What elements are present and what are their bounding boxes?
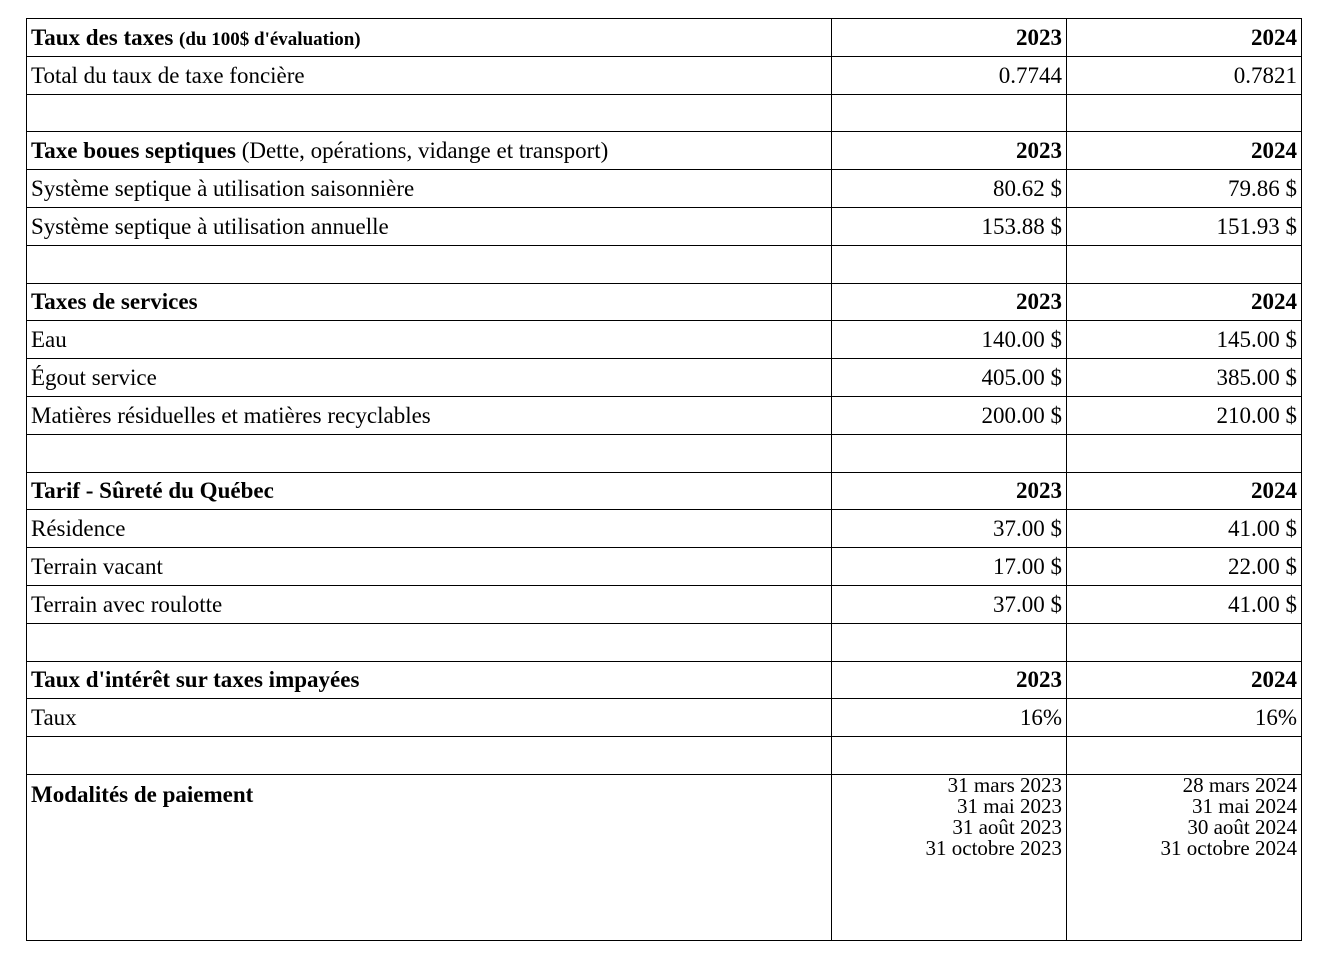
- empty-cell: [1067, 434, 1302, 472]
- value-2023: 16%: [832, 699, 1067, 737]
- empty-cell: [27, 245, 832, 283]
- empty-cell: [1067, 94, 1302, 132]
- value-2023: 0.7744: [832, 56, 1067, 94]
- value-2024: 385.00 $: [1067, 359, 1302, 397]
- empty-cell: [27, 94, 832, 132]
- table-row: [27, 585, 1302, 623]
- value-2023: 153.88 $: [832, 207, 1067, 245]
- empty-cell: [1067, 245, 1302, 283]
- row-label: Terrain vacant: [27, 548, 832, 586]
- section-header-interet: [27, 661, 1302, 699]
- section-title-cell: [27, 132, 832, 170]
- value-2024: 79.86 $: [1067, 170, 1302, 208]
- payment-date: 31 août 2023: [952, 814, 1062, 839]
- section-header-taxes-services: [27, 283, 1302, 321]
- payment-date: 31 mai 2023: [957, 793, 1062, 818]
- empty-cell: [832, 737, 1067, 775]
- value-2023: 405.00 $: [832, 359, 1067, 397]
- row-label: Terrain avec roulotte: [27, 585, 832, 623]
- section-title: Taxe boues septiques: [31, 138, 236, 164]
- section-title: Taux des taxes: [31, 24, 174, 50]
- year-2023-header: 2023: [832, 19, 1067, 57]
- row-label: Total du taux de taxe foncière: [27, 56, 832, 94]
- section-title: Tarif - Sûreté du Québec: [27, 472, 832, 510]
- payment-dates-2024: [1067, 774, 1302, 940]
- payment-date: 31 mai 2024: [1192, 793, 1297, 818]
- empty-cell: [832, 623, 1067, 661]
- value-2024: 22.00 $: [1067, 548, 1302, 586]
- table-row: [27, 170, 1302, 208]
- spacer-row: [27, 737, 1302, 775]
- year-2023-header: 2023: [832, 472, 1067, 510]
- row-label: Égout service: [27, 359, 832, 397]
- row-label: Taux: [27, 699, 832, 737]
- empty-cell: [832, 245, 1067, 283]
- table-row: [27, 321, 1302, 359]
- section-header-surete: [27, 472, 1302, 510]
- table-row: [27, 510, 1302, 548]
- value-2023: 80.62 $: [832, 170, 1067, 208]
- year-2024-header: 2024: [1067, 19, 1302, 57]
- year-2024-header: 2024: [1067, 132, 1302, 170]
- spacer-row: [27, 94, 1302, 132]
- empty-cell: [1067, 623, 1302, 661]
- value-2024: 41.00 $: [1067, 585, 1302, 623]
- spacer-row: [27, 623, 1302, 661]
- value-2023: 17.00 $: [832, 548, 1067, 586]
- value-2024: 145.00 $: [1067, 321, 1302, 359]
- empty-cell: [832, 94, 1067, 132]
- table-row: [27, 207, 1302, 245]
- value-2023: 37.00 $: [832, 510, 1067, 548]
- row-label: Eau: [27, 321, 832, 359]
- value-2023: 37.00 $: [832, 585, 1067, 623]
- payment-terms-row: [27, 774, 1302, 940]
- empty-cell: [27, 737, 832, 775]
- year-2024-header: 2024: [1067, 472, 1302, 510]
- section-title-cell: [27, 19, 832, 57]
- empty-cell: [832, 434, 1067, 472]
- payment-date: 28 mars 2024: [1182, 772, 1297, 797]
- section-subtitle: (Dette, opérations, vidange et transport): [241, 138, 609, 164]
- value-2023: 140.00 $: [832, 321, 1067, 359]
- section-title: Taux d'intérêt sur taxes impayées: [27, 661, 832, 699]
- section-header-taux-taxes: [27, 19, 1302, 57]
- value-2024: 151.93 $: [1067, 207, 1302, 245]
- table-row: [27, 359, 1302, 397]
- section-title: Modalités de paiement: [27, 774, 832, 940]
- year-2024-header: 2024: [1067, 283, 1302, 321]
- value-2024: 0.7821: [1067, 56, 1302, 94]
- value-2024: 210.00 $: [1067, 396, 1302, 434]
- value-2023: 200.00 $: [832, 396, 1067, 434]
- payment-date: 31 octobre 2023: [925, 835, 1062, 860]
- value-2024: 16%: [1067, 699, 1302, 737]
- spacer-row: [27, 245, 1302, 283]
- year-2023-header: 2023: [832, 661, 1067, 699]
- row-label: Système septique à utilisation saisonnière: [27, 170, 832, 208]
- year-2024-header: 2024: [1067, 661, 1302, 699]
- table-row: [27, 396, 1302, 434]
- year-2023-header: 2023: [832, 283, 1067, 321]
- section-header-boues-septiques: [27, 132, 1302, 170]
- section-title: Taxes de services: [27, 283, 832, 321]
- spacer-row: [27, 434, 1302, 472]
- empty-cell: [1067, 737, 1302, 775]
- row-label: Système septique à utilisation annuelle: [27, 207, 832, 245]
- table-row: [27, 548, 1302, 586]
- empty-cell: [27, 623, 832, 661]
- payment-date: 30 août 2024: [1187, 814, 1297, 839]
- empty-cell: [27, 434, 832, 472]
- payment-dates-2023: [832, 774, 1067, 940]
- row-label: Résidence: [27, 510, 832, 548]
- table-row: [27, 699, 1302, 737]
- year-2023-header: 2023: [832, 132, 1067, 170]
- row-label: Matières résiduelles et matières recyclables: [27, 396, 832, 434]
- payment-date: 31 octobre 2024: [1160, 835, 1297, 860]
- table-row: [27, 56, 1302, 94]
- section-subtitle: (du 100$ d'évaluation): [179, 28, 361, 50]
- value-2024: 41.00 $: [1067, 510, 1302, 548]
- payment-date: 31 mars 2023: [947, 772, 1062, 797]
- tax-rates-table: [26, 18, 1302, 941]
